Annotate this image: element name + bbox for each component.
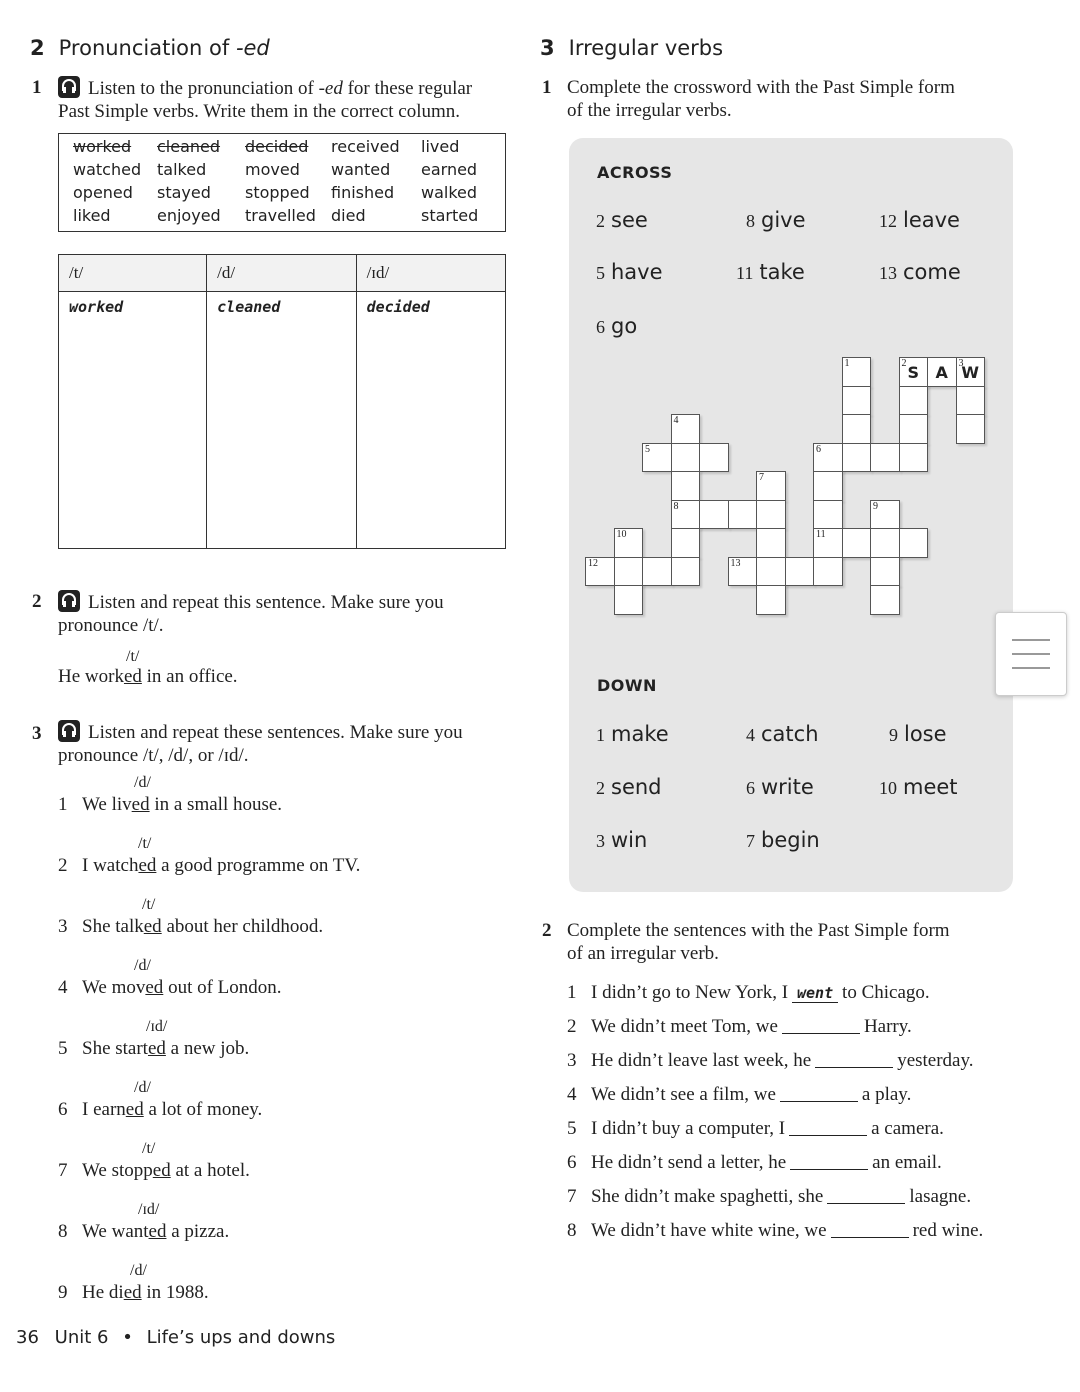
list-item: 1 We lived in a small house. — [58, 794, 283, 815]
down-label: DOWN — [597, 676, 657, 695]
crossword-cell[interactable] — [671, 443, 701, 473]
list-item: 8 We didn’t have white wine, we red wine. — [567, 1220, 984, 1241]
word-box-item: started — [421, 206, 479, 225]
clue-down-1: 1 make — [596, 722, 669, 746]
list-item: 7 We stopped at a hotel. — [58, 1160, 250, 1181]
crossword-cell[interactable] — [899, 443, 929, 473]
crossword-cell[interactable]: 13 — [728, 557, 758, 587]
crossword-cell[interactable] — [956, 386, 986, 416]
crossword-letter: A — [935, 363, 948, 382]
phonetic-label: /d/ — [134, 957, 151, 974]
list-item: 2 I watched a good programme on TV. — [58, 855, 361, 876]
crossword-cell[interactable] — [614, 585, 644, 615]
crossword-cell[interactable] — [642, 557, 672, 587]
list-item: 4 We didn’t see a film, we a play. — [567, 1084, 912, 1105]
word-box-item: earned — [421, 160, 478, 179]
answer-d[interactable]: cleaned — [217, 298, 281, 316]
unit-label: Unit 6 — [54, 1327, 109, 1348]
answer-blank[interactable] — [782, 1017, 860, 1034]
crossword-cell[interactable] — [756, 585, 786, 615]
answer-t[interactable]: worked — [69, 298, 124, 316]
exercise-1-instructions: 1 Listen to the pronunciation of -ed for these regular Past Simple verbs. Write them in the correct column. — [32, 77, 473, 122]
table-header-id: /ɪd/ — [356, 255, 505, 292]
example-sentence: He worked in an office. — [58, 666, 238, 687]
word-box-item: travelled — [245, 206, 316, 225]
crossword-cell[interactable] — [756, 500, 786, 530]
crossword-cell[interactable] — [614, 557, 644, 587]
crossword-cell[interactable] — [899, 528, 929, 558]
crossword-cell[interactable] — [813, 471, 843, 501]
table-header-t: /t/ — [59, 255, 207, 292]
clue-across-2: 2 see — [596, 208, 648, 232]
word-box-item: wanted — [331, 160, 391, 179]
crossword-cell[interactable] — [671, 528, 701, 558]
list-item: 8 We wanted a pizza. — [58, 1221, 230, 1242]
crossword-cell[interactable] — [899, 386, 929, 416]
phonetic-label: /ɪd/ — [138, 1201, 160, 1218]
crossword-cell[interactable] — [927, 357, 957, 387]
clue-down-3: 3 win — [596, 828, 648, 852]
ed-ending: ed — [125, 1099, 144, 1120]
list-item: 9 He died in 1988. — [58, 1282, 209, 1303]
answer-blank[interactable] — [790, 1153, 868, 1170]
word-box-item: worked — [73, 137, 132, 156]
word-box-item: stopped — [245, 183, 310, 202]
clue-down-9: 9 lose — [889, 722, 947, 746]
pronunciation-table — [58, 254, 506, 549]
crossword-cell[interactable] — [756, 557, 786, 587]
crossword-cell[interactable] — [813, 500, 843, 530]
clue-across-11: 11 take — [736, 260, 805, 284]
ed-ending: ed — [143, 916, 162, 937]
crossword-cell[interactable]: 7 — [756, 471, 786, 501]
list-item: 7 She didn’t make spaghetti, she lasagne. — [567, 1186, 972, 1207]
word-box-item: watched — [73, 160, 142, 179]
exercise-2-instructions: 2 Listen and repeat this sentence. Make sure you pronounce /t/. — [32, 591, 444, 636]
ed-ending: ed — [123, 666, 142, 687]
word-box-item: walked — [421, 183, 478, 202]
answer-blank[interactable] — [831, 1221, 909, 1238]
word-box-item: received — [331, 137, 400, 156]
ed-ending: ed — [148, 1221, 167, 1242]
headphones-icon[interactable] — [58, 720, 80, 742]
list-item: 2 We didn’t meet Tom, we Harry. — [567, 1016, 912, 1037]
crossword-cell[interactable] — [870, 528, 900, 558]
list-item: 6 I earned a lot of money. — [58, 1099, 263, 1120]
word-box-item: stayed — [157, 183, 211, 202]
crossword-cell[interactable] — [756, 528, 786, 558]
clue-down-4: 4 catch — [746, 722, 819, 746]
section-number: 2 — [30, 36, 45, 60]
crossword-instructions: 1 Complete the crossword with the Past Simple form of the irregular verbs. — [542, 77, 955, 121]
clue-across-13: 13 come — [879, 260, 961, 284]
word-box-item: cleaned — [157, 137, 221, 156]
headphones-icon[interactable] — [58, 76, 80, 98]
phonetic-label: /ɪd/ — [146, 1018, 168, 1035]
answer-id[interactable]: decided — [366, 298, 430, 316]
list-item: 6 He didn’t send a letter, he an email. — [567, 1152, 942, 1173]
footer — [16, 1327, 335, 1348]
phonetic-label: /t/ — [126, 648, 140, 665]
list-item: 5 I didn’t buy a computer, I a camera. — [567, 1118, 944, 1139]
phonetic-label: /t/ — [138, 835, 152, 852]
answer-blank[interactable] — [827, 1187, 905, 1204]
crossword-cell[interactable] — [870, 443, 900, 473]
menu-line-icon — [1012, 667, 1050, 669]
crossword-cell[interactable] — [699, 500, 729, 530]
ed-ending: ed — [131, 794, 150, 815]
crossword-cell[interactable] — [813, 557, 843, 587]
exercise-3-instructions: 3 Listen and repeat these sentences. Make sure you pronounce /t/, /d/, or /ɪd/. — [32, 722, 463, 766]
clue-across-8: 8 give — [746, 208, 806, 232]
word-box-item: died — [331, 206, 366, 225]
crossword-letter: S — [907, 363, 920, 382]
phonetic-label: /d/ — [134, 774, 151, 791]
section-2-heading — [30, 36, 270, 60]
ed-ending: ed — [152, 1160, 171, 1181]
answer-blank[interactable]: went — [792, 984, 838, 1003]
crossword-cell[interactable]: 11 — [813, 528, 843, 558]
crossword-cell[interactable] — [842, 528, 872, 558]
menu-button[interactable] — [995, 612, 1067, 696]
crossword-cell[interactable]: 2 S — [899, 357, 929, 387]
footer-bullet: • — [122, 1327, 133, 1348]
crossword-cell[interactable]: 8 — [671, 500, 701, 530]
crossword-cell[interactable] — [870, 557, 900, 587]
clue-down-10: 10 meet — [879, 775, 958, 799]
crossword-cell[interactable]: 9 — [870, 500, 900, 530]
crossword-cell[interactable] — [785, 557, 815, 587]
crossword-cell[interactable]: 12 — [585, 557, 615, 587]
word-box-item: enjoyed — [157, 206, 221, 225]
ed-ending: ed — [123, 1282, 142, 1303]
crossword-cell[interactable]: 4 — [671, 414, 701, 444]
crossword-cell[interactable] — [842, 443, 872, 473]
menu-line-icon — [1012, 639, 1050, 641]
unit-title: Life’s ups and downs — [146, 1327, 336, 1348]
clue-down-6: 6 write — [746, 775, 814, 799]
section-3-heading — [540, 36, 723, 60]
clue-across-6: 6 go — [596, 314, 638, 338]
ed-ending: ed — [145, 977, 164, 998]
list-item: 3 He didn’t leave last week, he yesterday. — [567, 1050, 974, 1071]
word-box — [58, 133, 506, 232]
ed-ending: ed — [147, 1038, 166, 1059]
phonetic-label: /t/ — [142, 1140, 156, 1157]
crossword-cell[interactable] — [699, 443, 729, 473]
clue-across-5: 5 have — [596, 260, 663, 284]
crossword-cell[interactable] — [728, 500, 758, 530]
clue-down-2: 2 send — [596, 775, 662, 799]
crossword-cell[interactable] — [671, 471, 701, 501]
clue-down-7: 7 begin — [746, 828, 820, 852]
answer-blank[interactable] — [780, 1085, 858, 1102]
section-number: 3 — [540, 36, 555, 60]
headphones-icon[interactable] — [58, 590, 80, 612]
crossword-cell[interactable] — [671, 557, 701, 587]
page-number: 36 — [16, 1327, 39, 1348]
across-label: ACROSS — [597, 163, 673, 182]
phonetic-label: /t/ — [142, 896, 156, 913]
clue-across-12: 12 leave — [879, 208, 960, 232]
crossword-cell[interactable]: 6 — [813, 443, 843, 473]
word-box-item: decided — [245, 137, 309, 156]
list-item: 4 We moved out of London. — [58, 977, 282, 998]
menu-line-icon — [1012, 653, 1050, 655]
phonetic-label: /d/ — [134, 1079, 151, 1096]
list-item: 5 She started a new job. — [58, 1038, 250, 1059]
phonetic-label: /d/ — [130, 1262, 147, 1279]
word-box-item: liked — [73, 206, 111, 225]
word-box-item: finished — [331, 183, 395, 202]
word-box-item: opened — [73, 183, 133, 202]
answer-blank[interactable] — [815, 1051, 893, 1068]
list-item: 3 She talked about her childhood. — [58, 916, 324, 937]
answer-blank[interactable] — [789, 1119, 867, 1136]
word-box-item: lived — [421, 137, 460, 156]
crossword-cell[interactable]: 1 — [842, 357, 872, 387]
section-title: Irregular verbs — [568, 36, 724, 60]
list-item: 1 I didn’t go to New York, I went to Chicago. — [567, 982, 930, 1003]
crossword-cell[interactable] — [899, 414, 929, 444]
crossword-letter: W — [961, 363, 980, 382]
section-title: Pronunciation of -ed — [58, 36, 270, 60]
crossword-cell[interactable] — [870, 585, 900, 615]
crossword-cell[interactable] — [842, 386, 872, 416]
ed-ending: ed — [138, 855, 157, 876]
word-box-item: talked — [157, 160, 207, 179]
crossword-cell[interactable]: 10 — [614, 528, 644, 558]
exercise-2-right-instructions: 2 Complete the sentences with the Past Simple form of an irregular verb. — [542, 920, 950, 964]
crossword-cell[interactable] — [956, 414, 986, 444]
word-box-item: moved — [245, 160, 300, 179]
crossword-cell[interactable]: 5 — [642, 443, 672, 473]
crossword-cell[interactable] — [842, 414, 872, 444]
table-header-d: /d/ — [207, 255, 356, 292]
crossword-cell[interactable]: 3 W — [956, 357, 986, 387]
